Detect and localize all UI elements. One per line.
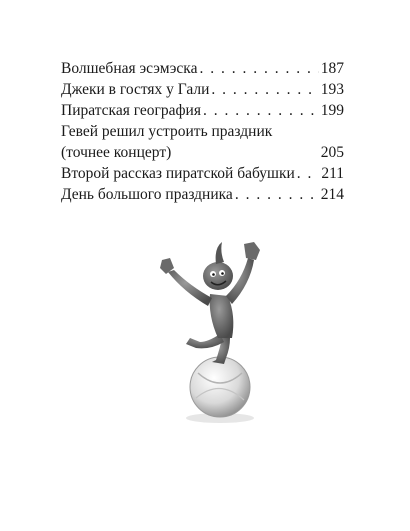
toc-entry[interactable]	[61, 163, 344, 184]
table-of-contents	[61, 58, 344, 205]
toc-entry[interactable]	[61, 58, 344, 79]
toc-entry-title-line1: Гевей решил устроить праздник	[61, 123, 273, 140]
toc-entry-page: 187	[320, 60, 344, 77]
toc-entry-title: Пиратская география	[61, 102, 201, 119]
ball	[190, 357, 250, 417]
toc-entry[interactable]	[61, 79, 344, 100]
toc-entry-title: День большого праздника	[61, 186, 233, 203]
toc-entry-title: Джеки в гостях у Гали	[61, 81, 210, 98]
character-head	[203, 262, 233, 290]
toc-entry-page: 214	[320, 186, 344, 203]
toc-entry[interactable]	[61, 121, 344, 163]
toc-entry-page: 199	[320, 102, 344, 119]
character-hair	[216, 242, 224, 264]
toc-entry-title-line2: (точнее концерт)	[61, 144, 172, 161]
toc-entry[interactable]	[61, 184, 344, 205]
toc-entry-page: 211	[321, 165, 344, 182]
toc-entry[interactable]	[61, 100, 344, 121]
toc-entry-title: Волшебная эсэмэска	[61, 60, 198, 77]
leader-dots	[297, 163, 320, 184]
character-right-hand	[244, 242, 260, 260]
character-on-ball-illustration	[150, 238, 280, 428]
toc-entry-page: 193	[320, 81, 344, 98]
leader-dots	[199, 58, 318, 79]
leader-dots	[203, 100, 319, 121]
leader-dots	[211, 79, 318, 100]
toc-entry-page: 205	[320, 144, 344, 161]
leader-dots	[235, 184, 319, 205]
toc-entry-title: Второй рассказ пиратской бабушки	[61, 165, 295, 182]
